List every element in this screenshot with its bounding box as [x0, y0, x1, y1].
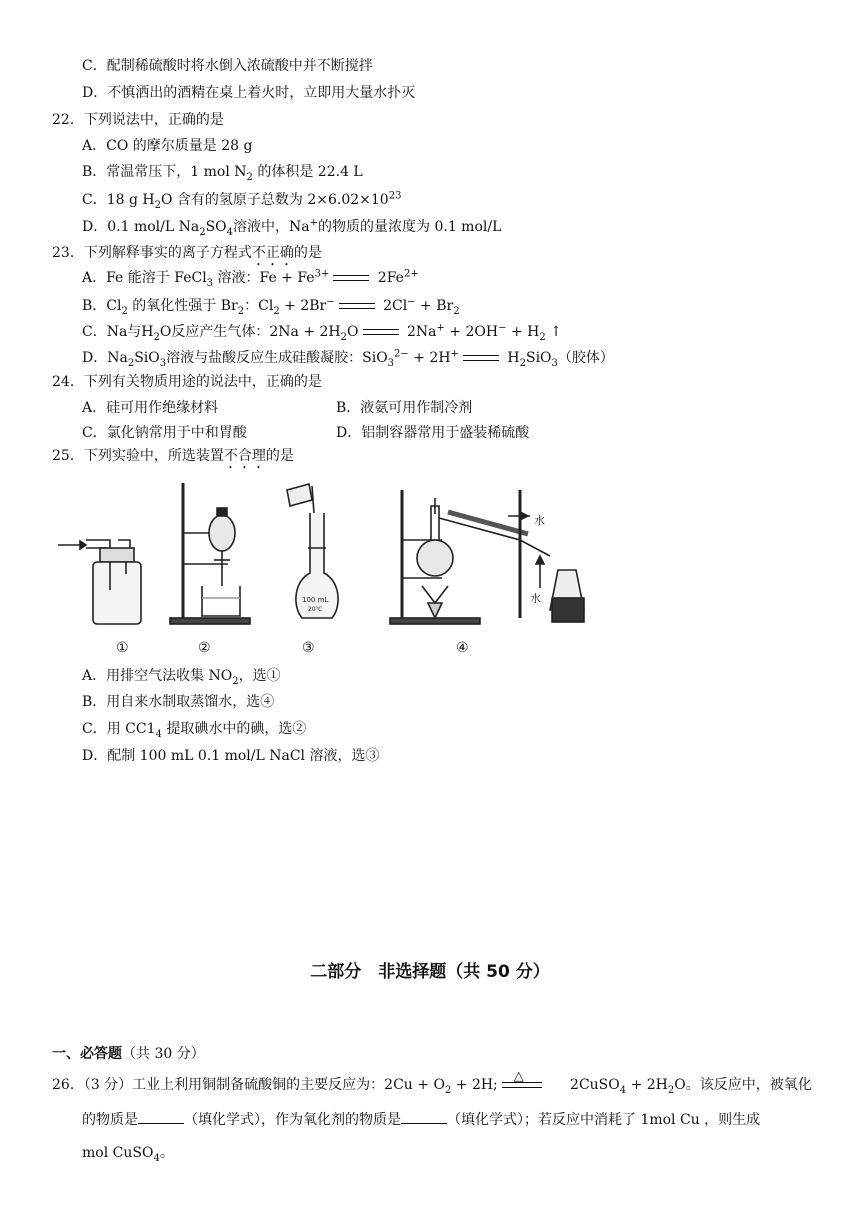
q23-option-b: B．$Cl_2$ 的氧化性强于 $Br_2$：$Cl_2 + 2Br^-$ $2Cl^- + Br_2$: [82, 296, 460, 317]
q23-option-c: C．Na与$H_2O$反应产生气体：$2Na + 2H_2O$ $2Na^+ + 2OH^- + H_2$ ↑: [82, 322, 562, 343]
q25-option-a: A．用排空气法收集 $NO_2$，选①: [82, 668, 281, 687]
q24-option-d: D．铝制容器常用于盛装稀硫酸: [336, 425, 530, 441]
q24-option-c: C．氯化钠常用于中和胃酸: [82, 425, 247, 441]
water-in-label: 水: [530, 592, 541, 605]
lab-apparatus-figure: [50, 478, 610, 628]
equals-sign-icon: [463, 355, 499, 361]
apparatus-label-4: ④: [456, 640, 469, 656]
q26-line-2: 的物质是 （填化学式），作为氧化剂的物质是 （填化学式）；若反应中消耗了 1mol Cu ，则生成: [82, 1109, 760, 1130]
apparatus-label-1: ①: [116, 640, 129, 656]
part-two-title: 二部分 非选择题（共 50 分）: [310, 962, 550, 982]
q24-stem: 24．下列有关物质用途的说法中，正确的是: [52, 374, 322, 390]
option-c-dilution: C．配制稀硫酸时将水倒入浓硫酸中并不断搅拌: [82, 58, 373, 74]
gas-arrow-icon: ↑: [550, 324, 562, 340]
q25-stem: 25．下列实验中，所选装置不合理的是: [52, 448, 294, 464]
q26-line-3: mol CuSO$_4$。: [82, 1145, 174, 1164]
q25-option-c: C．用 $CC1_4$ 提取碘水中的碘，选②: [82, 721, 307, 740]
q22-option-d: D．0.1 mol/L $Na_2SO_4$溶液中，Na+的物质的量浓度为 0.1 mol/L: [82, 217, 502, 238]
q24-option-b: B．液氨可用作制冷剂: [336, 400, 473, 416]
q26-line-1: 26．（3 分）工业上利用铜制备硫酸铜的主要反应为：$2Cu + O_2 + 2H$; △ 2CuSO$_4$ + $2H_2O$。该反应中，被氧化: [52, 1069, 812, 1096]
q22-option-a: A．CO 的摩尔质量是 28 g: [82, 138, 253, 154]
q23-option-a: A．Fe 能溶于 FeCl$_3$ 溶液：$Fe + Fe^{3+}$ $2Fe^{2+}$: [82, 268, 419, 289]
q25-option-d: D．配制 100 mL 0.1 mol/L NaCl 溶液，选③: [82, 748, 380, 764]
equals-sign-icon: [333, 275, 369, 281]
option-d-alcohol-fire: D．不慎洒出的酒精在桌上着火时，立即用大量水扑灭: [82, 85, 416, 101]
q25-option-b: B．用自来水制取蒸馏水，选④: [82, 694, 275, 710]
equals-sign-icon: [363, 329, 399, 335]
heat-equals-icon: △: [502, 1082, 542, 1088]
apparatus-label-3: ③: [302, 640, 315, 656]
q23-stem: 23．下列解释事实的离子方程式不正确的是: [52, 245, 322, 261]
answer-blank-2[interactable]: [401, 1109, 447, 1124]
q22-option-b: B．常温常压下，1 mol $N_2$ 的体积是 22.4 L: [82, 164, 363, 183]
flask-volume-label: 100 mL: [302, 596, 329, 604]
answer-blank-1[interactable]: [138, 1109, 184, 1124]
q23-option-d: D．$Na_2SiO_3$溶液与盐酸反应生成硅酸凝胶：SiO$_3^{2-}$ + 2H+ $H_2SiO_3$（胶体）: [82, 348, 614, 369]
q26-number: 26．: [52, 1077, 84, 1093]
distillation-apparatus-icon: [390, 490, 584, 624]
flask-temp-label: 20℃: [308, 606, 323, 613]
separatory-funnel-stand-icon: [170, 483, 250, 624]
q22-stem: 22．下列说法中，正确的是: [52, 112, 224, 128]
gas-collection-bottle-icon: [58, 540, 141, 624]
equals-sign-icon: [339, 303, 375, 309]
apparatus-label-2: ②: [198, 640, 211, 656]
volumetric-flask-icon: [287, 484, 338, 618]
q22-option-c: C．18 g $H_2O$ 含有的氢原子总数为 $2\times 6.02\times 10^{23}$: [82, 190, 402, 211]
q24-option-a: A．硅可用作绝缘材料: [82, 400, 219, 416]
section-one-heading: 一、必答题（共 30 分）: [52, 1046, 205, 1062]
water-out-label: 水: [534, 514, 545, 527]
